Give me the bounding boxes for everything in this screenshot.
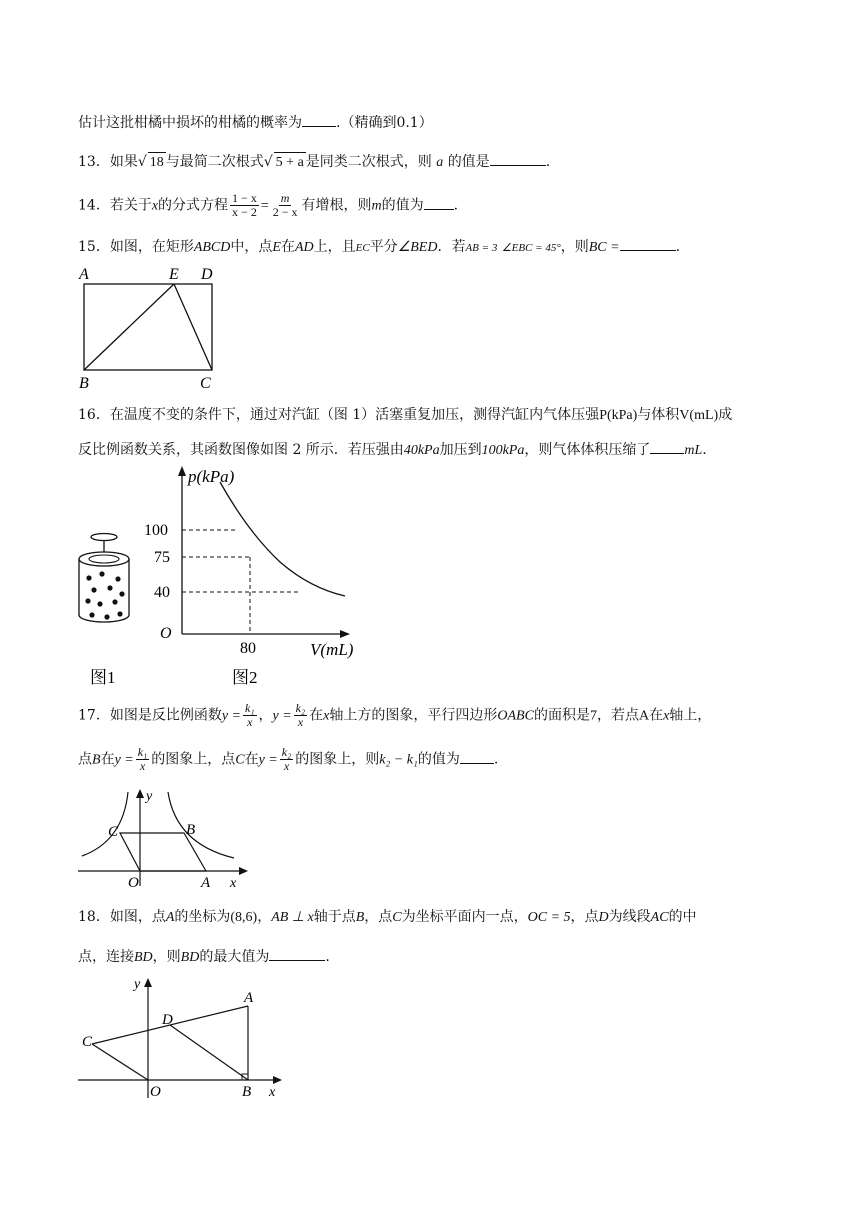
q17-text: 的图象上，则: [295, 751, 380, 768]
q14-var: x: [151, 198, 159, 214]
q17-point-c: C: [235, 752, 245, 768]
q14-var: m: [371, 198, 382, 214]
q17-x-var: x: [323, 708, 330, 724]
fraction-numerator: m: [280, 191, 290, 205]
q18-line-1: [78, 907, 697, 928]
label-x: x: [230, 876, 237, 891]
q15-text: 上，且: [313, 239, 356, 255]
q18-oc: OC = 5: [527, 910, 571, 925]
q18-line-2: [78, 946, 330, 968]
q16-line-2: [78, 439, 707, 461]
q18-point-a: A: [165, 910, 175, 925]
sqrt-sign: √: [137, 154, 147, 170]
q15-text: ．若: [437, 239, 466, 255]
label-o: O: [150, 1084, 161, 1100]
q14-text: 的值为: [381, 197, 424, 214]
q15-bc: BC =: [588, 240, 620, 255]
q16-pressure-1: 40kPa: [403, 443, 440, 458]
q17-text: 如图是反比例函数: [109, 707, 222, 724]
fraction-denominator: x: [247, 715, 253, 729]
q17-point-a: A: [638, 708, 650, 724]
q18-figure: [76, 972, 296, 1104]
q17-text: ，若点: [596, 707, 639, 724]
q13-number: 13．: [78, 154, 110, 170]
q17-point-b: B: [92, 752, 101, 768]
q18-answer-blank[interactable]: [269, 946, 325, 961]
label-a: A: [79, 266, 89, 283]
q15-angle: ∠BED: [397, 240, 438, 255]
y-tick-40: 40: [154, 584, 170, 601]
q17-text: 的值为: [417, 751, 460, 768]
y-axis-label: p(kPa): [188, 467, 235, 486]
q18-segment-ac: AC: [650, 910, 669, 925]
q15-text: 平分: [369, 239, 398, 255]
q18-text: 的坐标为: [174, 909, 231, 925]
q17-line-1: [78, 702, 711, 729]
label-d: D: [162, 1012, 173, 1028]
label-c: C: [108, 824, 119, 840]
q17-number: 17．: [78, 707, 110, 724]
q18-point-c: C: [392, 910, 402, 925]
q13-text: 如果: [109, 154, 138, 170]
q15-text: 在: [280, 239, 295, 255]
q18-number: 18．: [78, 909, 110, 925]
q14-fraction-2: [271, 192, 300, 219]
label-y: y: [146, 789, 153, 804]
x-axis-arrow: [273, 1076, 282, 1084]
q15-end: .: [675, 239, 681, 255]
fraction-denominator: x: [297, 715, 304, 729]
q14-line: [78, 192, 458, 219]
q13-radicand-1: 18: [148, 152, 166, 173]
q15-point-e: E: [272, 240, 281, 255]
fraction-denominator: x: [139, 759, 146, 773]
q18-segment-bd: BD: [134, 950, 153, 965]
q16-end: .: [702, 442, 707, 458]
q18-text: 的最大值为: [199, 949, 270, 965]
q17-text: 在: [309, 707, 324, 724]
q14-fraction-1: [230, 192, 259, 219]
y-tick-100: 100: [144, 522, 168, 539]
y-axis-arrow: [144, 978, 152, 987]
q17-x-var: x: [663, 708, 670, 724]
q17-figure: [76, 786, 256, 892]
q13-var: a: [436, 155, 444, 170]
segment-db: [170, 1025, 248, 1080]
inverse-curve: [220, 482, 345, 596]
q17-end: .: [493, 751, 499, 768]
q12-end: .（精确到0.1）: [336, 115, 433, 131]
q16-text: 加压到: [439, 442, 482, 458]
q12-tail-line: [78, 112, 433, 133]
q13-answer-blank[interactable]: [490, 151, 546, 166]
q15-text: ，则: [560, 239, 589, 255]
label-c: C: [200, 375, 211, 392]
q13-text: 是同类二次根式，则: [305, 154, 432, 170]
q16-text: ，则气体体积压缩了: [524, 442, 651, 458]
q15-condition-2: ∠EBC = 45°: [501, 242, 561, 254]
q13-text: 与最简二次根式: [165, 154, 264, 170]
label-b: B: [79, 375, 89, 392]
label-a: A: [201, 875, 211, 891]
label-b: B: [186, 822, 196, 838]
q17-text: ，: [258, 707, 273, 724]
fraction-numerator: 1 − x: [232, 191, 257, 205]
q13-line: [78, 151, 550, 173]
q17-text: 轴上方的图象，平行四边形: [329, 707, 498, 724]
q17-y-equals: y =: [114, 752, 134, 768]
q14-text: 的分式方程: [158, 197, 229, 214]
y-tick-75: 75: [154, 549, 170, 566]
q18-text: 为坐标平面内一点，: [401, 909, 528, 925]
q18-point-d: D: [598, 910, 609, 925]
y-axis-arrow: [136, 789, 144, 798]
q16-pressure-unit: P(kPa): [599, 408, 638, 423]
q15-answer-blank[interactable]: [620, 236, 676, 251]
q13-radicand-2: 5 + a: [274, 152, 306, 173]
y-axis-arrow: [178, 466, 186, 476]
q14-text: 有增根，则: [301, 197, 372, 214]
q18-point-b: B: [355, 910, 365, 925]
q14-end: .: [453, 197, 459, 214]
label-c: C: [82, 1034, 93, 1050]
segment-ec: [174, 284, 212, 370]
fraction-numerator: k₂: [281, 745, 292, 759]
q18-end: .: [325, 949, 330, 965]
segment-co: [92, 1044, 148, 1080]
q18-text: 如图，点: [109, 909, 166, 925]
q15-condition-1: AB = 3: [465, 242, 498, 254]
q14-answer-blank[interactable]: [424, 195, 454, 210]
q18-text: 为线段: [608, 909, 651, 925]
q15-rectangle-figure: [76, 262, 226, 392]
q18-perpendicular: AB ⊥ x: [271, 910, 314, 925]
q14-number: 14．: [78, 197, 110, 214]
fig2-caption: 图2: [232, 668, 258, 687]
q17-text: 的面积是: [533, 707, 590, 724]
q15-segment-ec: EC: [355, 242, 370, 254]
label-a: A: [244, 990, 254, 1006]
q17-y-equals: y =: [221, 708, 241, 724]
fraction-denominator: x: [283, 759, 290, 773]
pressure-volume-graph: [144, 466, 354, 659]
segment-be: [84, 284, 174, 370]
q18-text: ，: [257, 909, 272, 925]
x-axis-arrow: [340, 630, 350, 638]
q18-text: ，点: [570, 909, 599, 925]
q18-text: 点，连接: [78, 949, 134, 965]
q15-line: [78, 236, 680, 258]
q15-number: 15．: [78, 239, 110, 255]
q17-y-equals: y =: [272, 708, 292, 724]
q13-text: 的值是: [447, 154, 490, 170]
q16-figures: [70, 462, 370, 688]
q16-pressure-2: 100kPa: [481, 443, 525, 458]
fraction-numerator: k₁: [137, 745, 148, 759]
q18-text: ，则: [152, 949, 181, 965]
q16-answer-blank[interactable]: [650, 439, 684, 454]
q17-text: 点: [78, 751, 92, 768]
q18-coordinate: (8,6): [230, 910, 258, 925]
q17-text: 在: [100, 751, 115, 768]
sqrt-sign: √: [263, 154, 273, 170]
equals-sign: =: [260, 198, 269, 214]
q12-answer-blank[interactable]: [302, 112, 336, 127]
cylinder-icon: [79, 534, 129, 622]
x-axis-arrow: [239, 867, 248, 875]
label-d: D: [201, 266, 213, 283]
right-hyperbola: [168, 792, 234, 858]
label-x: x: [269, 1085, 276, 1100]
q17-parallelogram: OABC: [497, 708, 534, 724]
q16-text: 在温度不变的条件下，通过对汽缸（图 1）活塞重复加压，测得汽缸内气体压强: [109, 407, 600, 423]
q15-text: 中，点: [230, 239, 273, 255]
q13-end: .: [545, 154, 551, 170]
q16-volume-unit: V(mL): [679, 408, 719, 423]
q17-text: 在: [649, 707, 664, 724]
q18-text: 轴于点: [313, 909, 356, 925]
q16-text: 成: [718, 407, 733, 423]
x-tick-80: 80: [240, 640, 256, 657]
q17-fraction-k1: [243, 702, 257, 729]
q17-answer-blank[interactable]: [460, 749, 494, 764]
q17-fraction-k2: [280, 746, 294, 773]
q17-y-equals: y =: [258, 752, 278, 768]
label-o: O: [128, 875, 139, 891]
q17-line-2: [78, 746, 498, 773]
q17-fraction-k2: [294, 702, 308, 729]
label-y: y: [134, 977, 141, 992]
origin-label: O: [160, 625, 172, 642]
q15-text: 如图，在矩形: [109, 239, 194, 255]
left-hyperbola: [82, 792, 128, 856]
q17-text: 轴上，: [669, 707, 712, 724]
fraction-numerator: k₂: [295, 701, 306, 715]
fraction-numerator: k₁: [245, 701, 255, 715]
q17-text: 的图象上，点: [151, 751, 236, 768]
fraction-denominator: 2 − x: [272, 205, 298, 219]
q16-text: 反比例函数关系，其函数图像如图 2 所示．若压强由: [78, 442, 404, 458]
q12-text: 估计这批柑橘中损坏的柑橘的概率为: [78, 115, 302, 131]
q18-text: 的中: [668, 909, 697, 925]
q16-text: 与体积: [637, 407, 680, 423]
label-e: E: [169, 266, 179, 283]
q17-expression: k₂ − k₁: [379, 752, 418, 768]
q18-segment-bd: BD: [180, 950, 200, 965]
q16-number: 16．: [78, 407, 110, 423]
q18-text: ，点: [364, 909, 393, 925]
q14-text: 若关于: [109, 197, 152, 214]
q15-segment-ad: AD: [294, 240, 314, 255]
fig1-caption: 图1: [90, 668, 116, 687]
q15-rect-name: ABCD: [193, 240, 231, 255]
x-axis-label: V(mL): [310, 640, 354, 659]
label-b: B: [242, 1084, 252, 1100]
q16-line-1: [78, 405, 732, 426]
q17-fraction-k1: [136, 746, 150, 773]
q17-text: 在: [244, 751, 259, 768]
fraction-denominator: x − 2: [232, 205, 257, 219]
q16-unit: mL: [684, 443, 703, 458]
q17-area: 7: [589, 708, 597, 724]
